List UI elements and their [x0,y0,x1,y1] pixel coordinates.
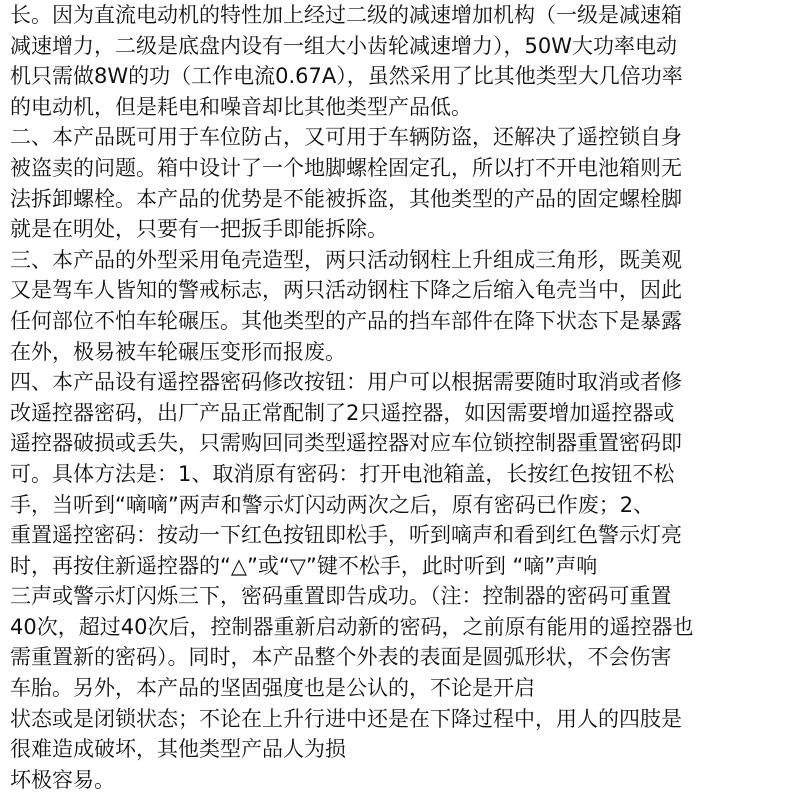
text-line: 三、本产品的外型采用龟壳造型，两只活动钢柱上升组成三角形，既美观 [10,247,682,272]
text-line: 状态或是闭锁状态；不论在上升行进中还是在下降过程中，用人的四肢是 [10,706,682,731]
text-line: 在外，极易被车轮碾压变形而报废。 [10,339,346,364]
text-line: 四、本产品设有遥控器密码修改按钮：用户可以根据需要随时取消或者修 [10,370,682,395]
text-line: 就是在明处，只要有一把扳手即能拆除。 [10,217,388,242]
text-line: 时，再按住新遥控器的“△”或“▽”键不松手，此时听到 “嘀”声响 [10,553,598,578]
text-line: 车胎。另外，本产品的坚固强度也是公认的，不论是开启 [10,676,535,701]
text-line: 被盗卖的问题。箱中设计了一个地脚螺栓固定孔，所以打不开电池箱则无 [10,155,682,180]
text-line: 又是驾车人皆知的警戒标志，两只活动钢柱下降之后缩入龟壳当中，因此 [10,278,682,303]
text-line: 二、本产品既可用于车位防占，又可用于车辆防盗，还解决了遥控锁自身 [10,125,682,150]
text-line: 很难造成破坏，其他类型产品人为损 [10,737,346,762]
text-line: 三声或警示灯闪烁三下，密码重置即告成功。（注：控制器的密码可重置 [10,584,672,609]
text-line: 手，当听到“嘀嘀”两声和警示灯闪动两次之后，原有密码已作废；2、 [10,492,655,517]
text-line: 40次，超过40次后，控制器重新启动新的密码，之前原有能用的遥控器也 [10,614,694,639]
document-body [10,0,782,795]
text-line: 坏极容易。 [10,767,115,792]
text-line: 法拆卸螺栓。本产品的优势是不能被拆盗，其他类型的产品的固定螺栓脚 [10,186,682,211]
text-line: 重置遥控密码：按动一下红色按钮即松手，听到嘀声和看到红色警示灯亮 [10,523,682,548]
text-line: 机只需做8W的功（工作电流0.67A），虽然采用了比其他类型大几倍功率 [10,64,683,89]
text-line: 需重置新的密码）。同时，本产品整个外表的表面是圆弧形状，不会伤害 [10,645,672,670]
text-line: 的电动机，但是耗电和噪音却比其他类型产品低。 [10,94,472,119]
text-line: 可。具体方法是：1、取消原有密码：打开电池箱盖，长按红色按钮不松 [10,461,675,486]
text-line: 遥控器破损或丢失，只需购回同类型遥控器对应车位锁控制器重置密码即 [10,431,682,456]
text-line: 减速增力，二级是底盘内设有一组大小齿轮减速增力），50W大功率电动 [10,33,677,58]
text-line: 长。因为直流电动机的特性加上经过二级的减速增加机构（一级是减速箱 [10,3,682,27]
text-line: 改遥控器密码，出厂产品正常配制了2只遥控器，如因需要增加遥控器或 [10,400,675,425]
text-line: 任何部位不怕车轮碾压。其他类型的产品的挡车部件在降下状态下是暴露 [10,308,682,333]
